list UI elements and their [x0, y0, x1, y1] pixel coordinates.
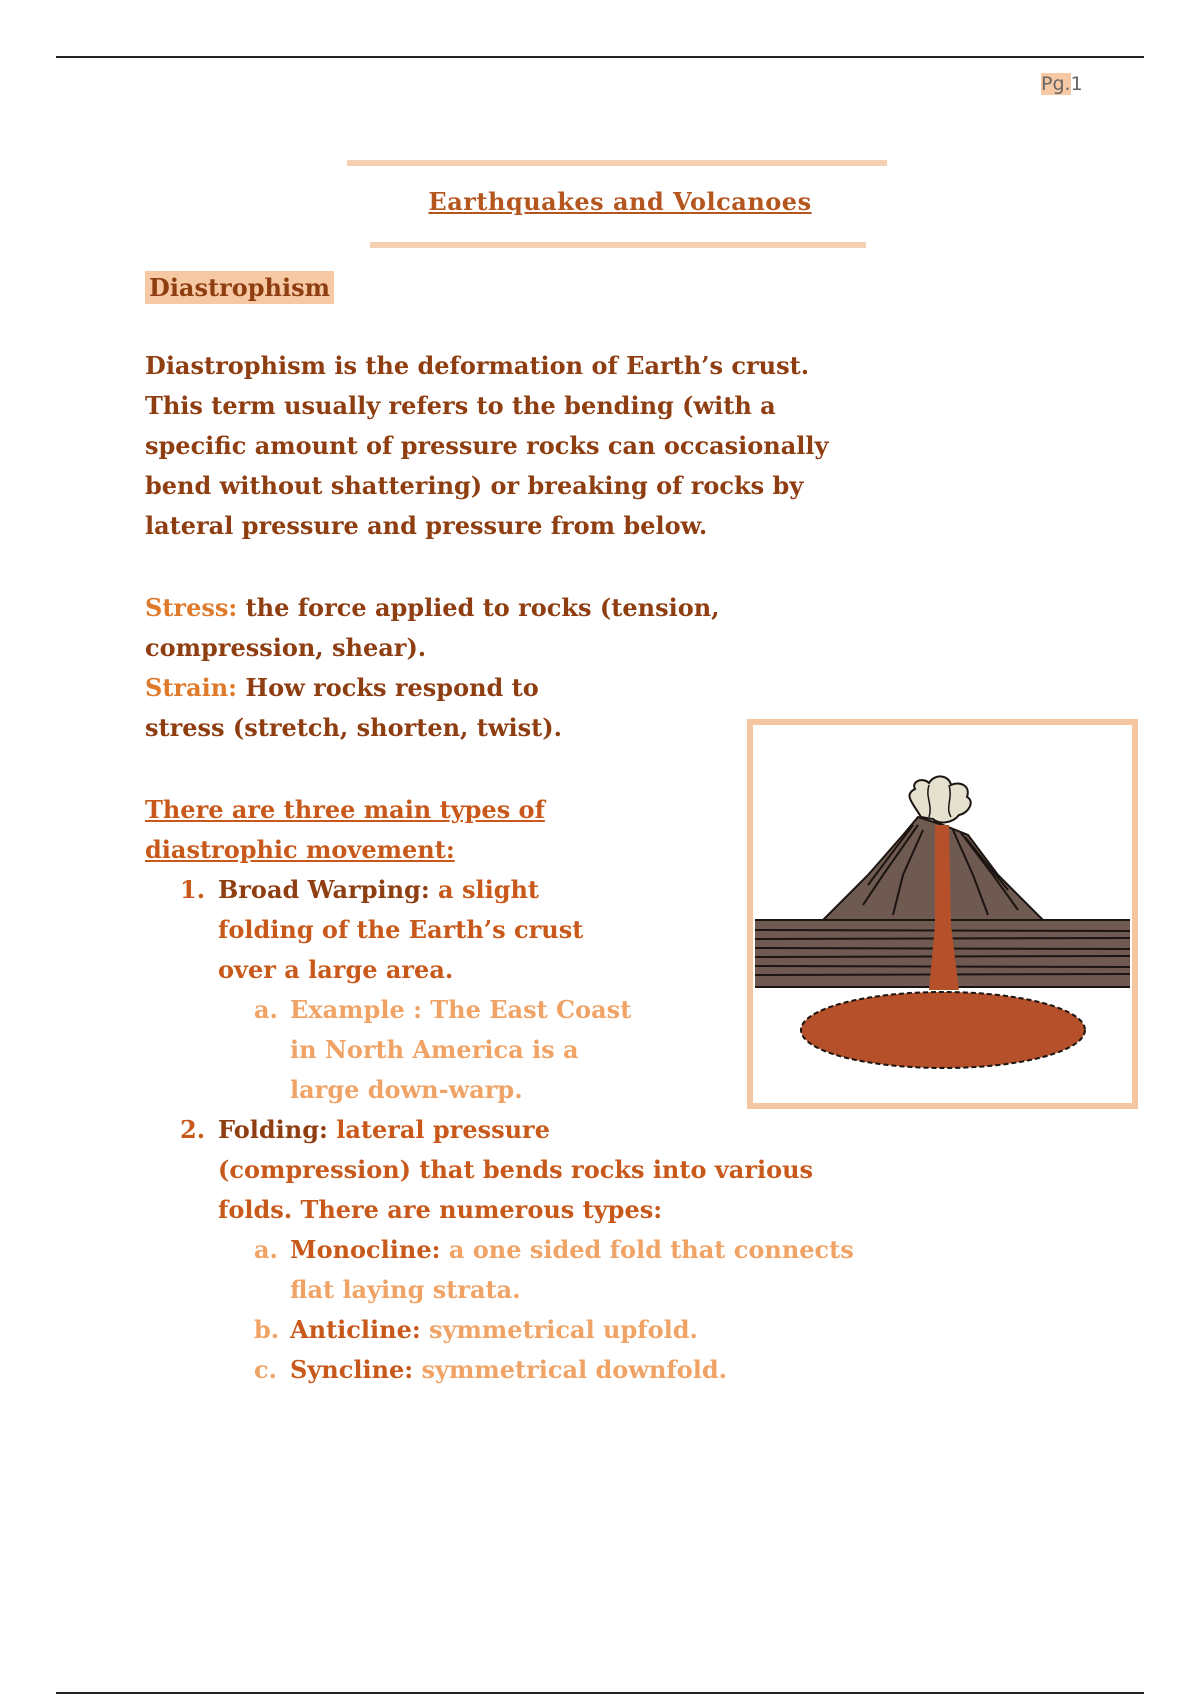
volcano-figure [747, 719, 1138, 1109]
anticline-line [290, 1310, 698, 1351]
list-marker-1: 1. [180, 875, 206, 904]
sub-marker-2a: a. [254, 1235, 278, 1264]
intro-line: bend without shattering) or breaking of rocks by [145, 471, 804, 500]
syncline-line [290, 1350, 727, 1391]
example-line: large down-warp. [290, 1075, 523, 1104]
monocline-line [290, 1230, 854, 1271]
list-item-1-cont: over a large area. [218, 955, 454, 984]
stress-definition [145, 588, 720, 629]
page-number-prefix: Pg. [1041, 73, 1071, 95]
monocline-term: Monocline: [290, 1235, 441, 1264]
example-line: Example : The East Coast [290, 995, 632, 1024]
strain-text: How rocks respond to [237, 673, 539, 702]
intro-line: Diastrophism is the deformation of Earth’s crust. [145, 351, 810, 380]
folding-term: Folding: [218, 1115, 328, 1144]
monocline-text: a one sided fold that connects [440, 1235, 854, 1264]
list-item-2-cont: folds. There are numerous types: [218, 1195, 663, 1224]
strain-term: Strain: [145, 673, 238, 702]
page-number-value: 1 [1070, 73, 1083, 95]
top-rule [56, 56, 1144, 58]
page-title: Earthquakes and Volcanoes [428, 187, 812, 216]
anticline-text: symmetrical upfold. [420, 1315, 698, 1344]
anticline-term: Anticline: [290, 1315, 421, 1344]
sub-marker-2b: b. [254, 1315, 280, 1344]
title-deco-top [347, 160, 887, 166]
sub-marker-2c: c. [254, 1355, 277, 1384]
page-number [1041, 73, 1083, 95]
strain-definition [145, 668, 539, 709]
syncline-text: symmetrical downfold. [413, 1355, 727, 1384]
syncline-term: Syncline: [290, 1355, 414, 1384]
broad-warping-text: a slight [429, 875, 540, 904]
title-deco-bottom [370, 242, 866, 248]
types-heading: There are three main types of [145, 795, 545, 824]
list-item-2 [218, 1110, 550, 1151]
intro-line: specific amount of pressure rocks can occasionally [145, 431, 829, 460]
monocline-line-cont: flat laying strata. [290, 1275, 521, 1304]
folding-text: lateral pressure [327, 1115, 550, 1144]
list-marker-2: 2. [180, 1115, 206, 1144]
intro-line: lateral pressure and pressure from below. [145, 511, 708, 540]
types-heading-cont: diastrophic movement: [145, 835, 455, 864]
stress-definition-cont: compression, shear). [145, 633, 427, 662]
stress-text: the force applied to rocks (tension, [237, 593, 720, 622]
list-item-2-cont: (compression) that bends rocks into various [218, 1155, 814, 1184]
list-item-1-cont: folding of the Earth’s crust [218, 915, 584, 944]
strain-definition-cont: stress (stretch, shorten, twist). [145, 713, 562, 742]
section-heading: Diastrophism [145, 271, 334, 304]
example-line: in North America is a [290, 1035, 579, 1064]
sub-marker-1a: a. [254, 995, 278, 1024]
bottom-rule [56, 1692, 1144, 1694]
volcano-cross-section-icon [753, 725, 1132, 1103]
list-item-1 [218, 870, 539, 911]
intro-line: This term usually refers to the bending (with a [145, 391, 776, 420]
broad-warping-term: Broad Warping: [218, 875, 430, 904]
stress-term: Stress: [145, 593, 238, 622]
